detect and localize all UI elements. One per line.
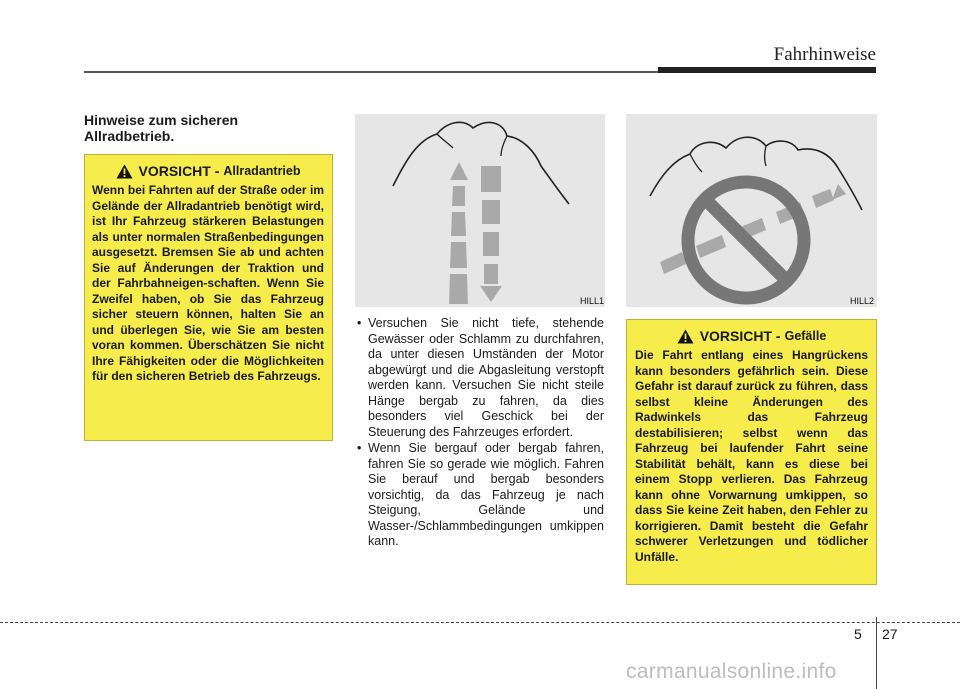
warning-subtitle: Gefälle [784,329,827,343]
warning-triangle-icon [116,164,133,179]
bullet-list [357,316,604,551]
figure-hill-straight [355,114,605,307]
figure-hill-diagonal-prohibited [626,114,877,307]
chapter-number: 5 [854,626,862,642]
warning-title: VORSICHT - [699,328,781,344]
section-heading: Hinweise zum sicheren Allradbetrieb. [84,112,239,144]
hill-diagonal-illustration [626,114,877,307]
figure-label-hill2: HILL2 [850,296,875,306]
hill-straight-illustration [355,114,605,307]
list-item: • Versuchen Sie nicht tiefe, stehende Gewässer oder Schlamm zu durchfahren, da unter diesen Umständen der Motor abgewürgt und die Abgasleitung verstopft werden kann. Versuchen Sie nicht steile Hänge bergab zu fahren, da dies besonders viel Geschick bei der Steuerung des Fahrzeuges erfordert. [357,316,604,439]
warning-body: Wenn bei Fahrten auf der Straße oder im Gelände der Allradantrieb benötigt wird, ist Ihr Fahrzeug stärkeren Belastungen als unter normalen Straßenbedingungen ausgesetzt. Bremsen Sie ab und achten Sie auf Änderungen der Traktion und der Fahrbahneigen-schaften. Wenn Sie Zweifel haben, ob Sie das Fahrzeug sicher steuern können, halten Sie an und überlegen Sie, wie Sie am besten voran kommen. Überschätzen Sie nicht Ihre Fähigkeiten oder die Möglichkeiten für den sicheren Betrieb des Fahrzeugs. [92,183,324,383]
warning-header [635,328,868,344]
warning-triangle-icon [677,329,694,344]
header-rule-thin [84,71,660,73]
warning-box-gefaelle [626,319,877,585]
page-number-separator [876,617,877,689]
list-item: • Wenn Sie bergauf oder bergab fahren, fahren Sie so gerade wie möglich. Fahren Sie berauf und bergab besonders vorsichtig, da das Fahrzeug je nach Steigung, Gelände und Wasser-/Schlammbedingungen umkippen kann. [357,441,604,548]
watermark: carmanualsonline.info [626,660,837,683]
footer-rule [0,622,960,623]
figure-label-hill1: HILL1 [580,296,605,306]
warning-subtitle: Allradantrieb [223,164,301,178]
warning-title: VORSICHT - [138,163,220,179]
warning-header [92,163,324,179]
running-header: Fahrhinweise [773,44,876,65]
header-rule-thick [658,67,876,73]
warning-body: Die Fahrt entlang eines Hangrückens kann besonders gefährlich sein. Diese Gefahr ist darauf zurück zu führen, dass selbst kleine Änderungen des Radwinkels das Fahrzeug destabilisieren; selbst wenn das Fahrzeug bei laufender Fahrt seine Stabilität behält, kann es diese bei einem Stopp verlieren. Das Fahrzeug kann ohne Vorwarnung umkippen, so dass Sie keine Zeit haben, den Fehler zu korrigieren. Damit besteht die Gefahr schwerer Verletzungen und tödlicher Unfälle. [635,348,868,564]
warning-box-allradantrieb [84,154,333,441]
page-number: 27 [882,626,898,642]
